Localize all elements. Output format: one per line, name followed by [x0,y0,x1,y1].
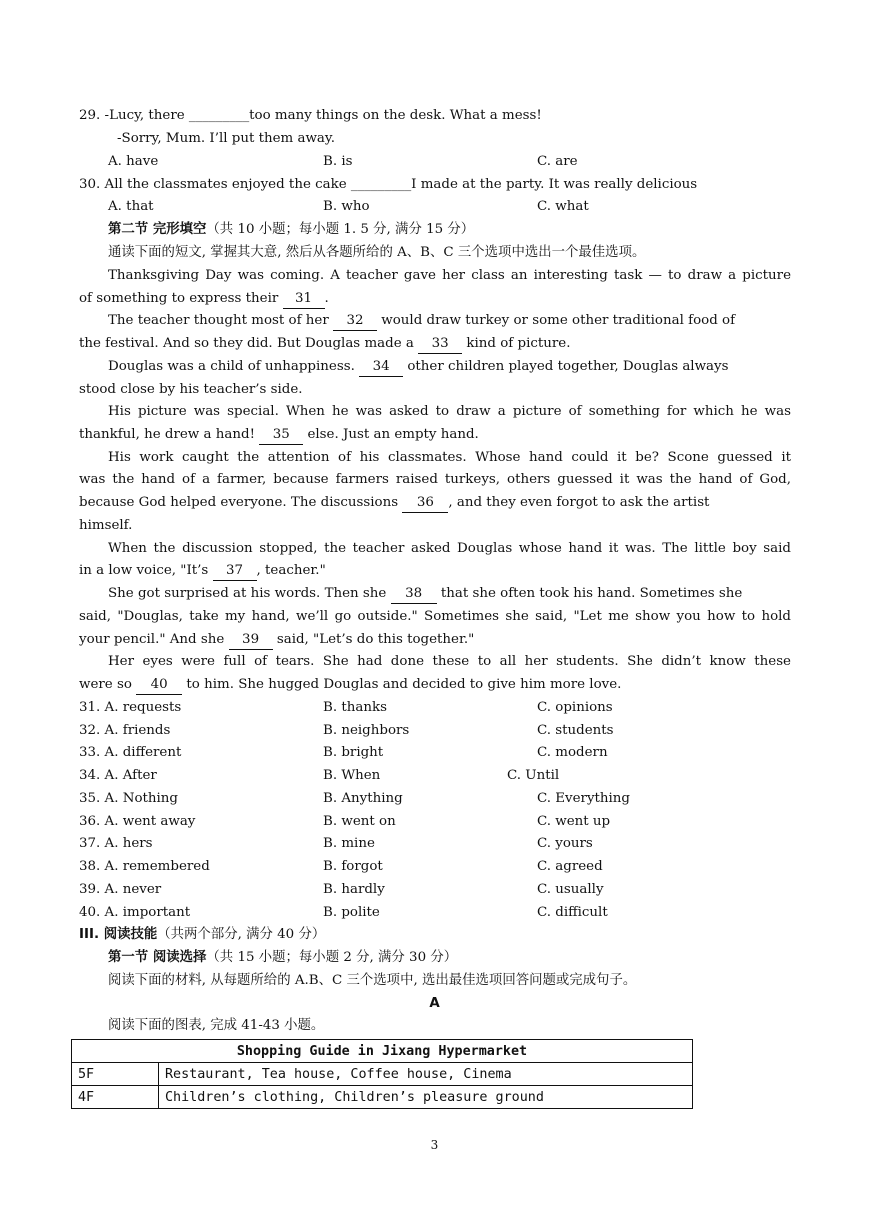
option-row-33-a: 33. A. different [79,745,182,760]
passage-text: of something to express their [79,291,283,306]
option-row-35-a: 35. A. Nothing [79,791,178,806]
shopping-guide-table [71,1039,693,1109]
passage-letter: A [429,996,440,1011]
passage-text: would draw turkey or some other traditional food of [377,313,736,328]
passage-line: said, "Douglas, take my hand, we’ll go outside." Sometimes she said, "Let me show you how to hold [79,609,791,624]
part3-note: （共两个部分, 满分 40 分） [157,927,326,942]
question-29-reply: -Sorry, Mum. I’ll put them away. [117,131,335,146]
passage-line [79,629,791,651]
option-row-31-a: 31. A. requests [79,700,182,715]
option-row-39-b: B. hardly [323,882,385,897]
passage-text: else. Just an empty hand. [303,427,479,442]
q29-option-b: B. is [323,154,353,169]
option-row-40-a: 40. A. important [79,905,191,920]
option-row-39-c: C. usually [537,882,604,897]
option-row-31-b: B. thanks [323,700,387,715]
option-row-31-c: C. opinions [537,700,613,715]
blank-37: 37 [213,562,257,581]
option-row-37-c: C. yours [537,836,593,851]
passage-text: She got surprised at his words. Then she [108,586,391,601]
blank-39: 39 [229,631,273,650]
passage-line [79,492,791,514]
passage-text: the festival. And so they did. But Douglas made a [79,336,419,351]
option-row-36-b: B. went on [323,814,396,829]
section1-note: （共 15 小题；每小题 2 分, 满分 30 分） [206,950,458,965]
passage-text: The teacher thought most of her [108,313,334,328]
blank-31: 31 [283,290,325,309]
option-row-39-a: 39. A. never [79,882,162,897]
passage-line: Thanksgiving Day was coming. A teacher gave her class an interesting task — to draw a picture [108,268,791,283]
table-row [72,1063,693,1086]
passage-text: in a low voice, "It’s [79,563,213,578]
option-row-36-c: C. went up [537,814,611,829]
section2-title: 第二节 完形填空 [108,222,207,237]
passage-line [108,310,791,332]
option-row-32-b: B. neighbors [323,723,410,738]
option-row-40-b: B. polite [323,905,380,920]
passage-line [79,333,791,355]
passage-line: When the discussion stopped, the teacher asked Douglas whose hand it was. The little boy said [108,541,791,556]
option-row-40-c: C. difficult [537,905,608,920]
passage-line: His work caught the attention of his classmates. Whose hand could it be? Scone guessed it [108,450,791,465]
description-cell: Restaurant, Tea house, Coffee house, Cinema [159,1063,693,1086]
table-instruction: 阅读下面的图表, 完成 41-43 小题。 [108,1018,325,1033]
q30-option-b: B. who [323,199,370,214]
floor-cell: 4F [72,1086,159,1109]
option-row-33-c: C. modern [537,745,608,760]
option-row-36-a: 36. A. went away [79,814,196,829]
option-row-38-c: C. agreed [537,859,603,874]
passage-text: said, "Let’s do this together." [272,632,475,647]
q29-option-a: A. have [108,154,159,169]
option-row-35-b: B. Anything [323,791,403,806]
passage-text: kind of picture. [462,336,571,351]
option-row-32-c: C. students [537,723,614,738]
q30-option-a: A. that [108,199,154,214]
blank-32: 32 [333,312,377,331]
blank-38: 38 [391,585,437,604]
blank-40: 40 [136,676,182,695]
section2-heading [108,219,791,241]
option-row-38-b: B. forgot [323,859,383,874]
passage-line [108,356,791,378]
passage-text: your pencil." And she [79,632,229,647]
passage-line [79,288,791,310]
section2-instruction: 通读下面的短文, 掌握其大意, 然后从各题所给的 A、B、C 三个选项中选出一个最佳选项。 [108,245,646,260]
part3-heading [79,924,791,946]
option-row-34-c: C. Until [507,768,560,783]
passage-line [79,560,791,582]
question-30: 30. All the classmates enjoyed the cake _________I made at the party. It was really delicious [79,177,698,192]
option-row-32-a: 32. A. friends [79,723,171,738]
passage-text: . [324,291,329,306]
passage-text: , and they even forgot to ask the artist [448,495,710,510]
section2-note: （共 10 小题；每小题 1. 5 分, 满分 15 分） [206,222,475,237]
blank-35: 35 [259,426,303,445]
passage-text: , teacher." [256,563,326,578]
table-header-row [72,1040,693,1063]
passage-text: that she often took his hand. Sometimes she [436,586,743,601]
passage-text: thankful, he drew a hand! [79,427,260,442]
passage-line: Her eyes were full of tears. She had done these to all her students. She didn’t know these [108,654,791,669]
passage-line: His picture was special. When he was asked to draw a picture of something for which he was [108,404,791,419]
q29-option-c: C. are [537,154,578,169]
passage-line: was the hand of a farmer, because farmers raised turkeys, others guessed it was the hand of God, [79,472,791,487]
option-row-38-a: 38. A. remembered [79,859,210,874]
option-row-34-a: 34. A. After [79,768,157,783]
description-cell: Children’s clothing, Children’s pleasure ground [159,1086,693,1109]
passage-line: himself. [79,518,133,533]
passage-line: stood close by his teacher’s side. [79,382,303,397]
part3-section1-heading [108,947,791,969]
option-row-33-b: B. bright [323,745,384,760]
passage-text: because God helped everyone. The discussions [79,495,403,510]
part3-title: III. 阅读技能 [79,927,158,942]
option-row-34-b: B. When [323,768,381,783]
passage-text: Douglas was a child of unhappiness. [108,359,360,374]
floor-cell: 5F [72,1063,159,1086]
passage-line [79,674,791,696]
table-row [72,1086,693,1109]
blank-33: 33 [418,335,462,354]
question-29: 29. -Lucy, there _________too many things on the desk. What a mess! [79,108,542,123]
passage-text: were so [79,677,137,692]
option-row-37-a: 37. A. hers [79,836,153,851]
q30-option-c: C. what [537,199,589,214]
blank-36: 36 [402,494,448,513]
option-row-35-c: C. Everything [537,791,630,806]
section1-title: 第一节 阅读选择 [108,950,207,965]
passage-line [108,583,791,605]
part3-instruction: 阅读下面的材料, 从每题所给的 A.B、C 三个选项中, 选出最佳选项回答问题或完成句子。 [108,973,637,988]
page-number: 3 [430,1138,439,1152]
passage-text: to him. She hugged Douglas and decided to give him more love. [182,677,622,692]
table-title: Shopping Guide in Jixang Hypermarket [72,1040,693,1063]
passage-text: other children played together, Douglas always [403,359,729,374]
passage-line [79,424,791,446]
option-row-37-b: B. mine [323,836,375,851]
blank-34: 34 [359,358,403,377]
